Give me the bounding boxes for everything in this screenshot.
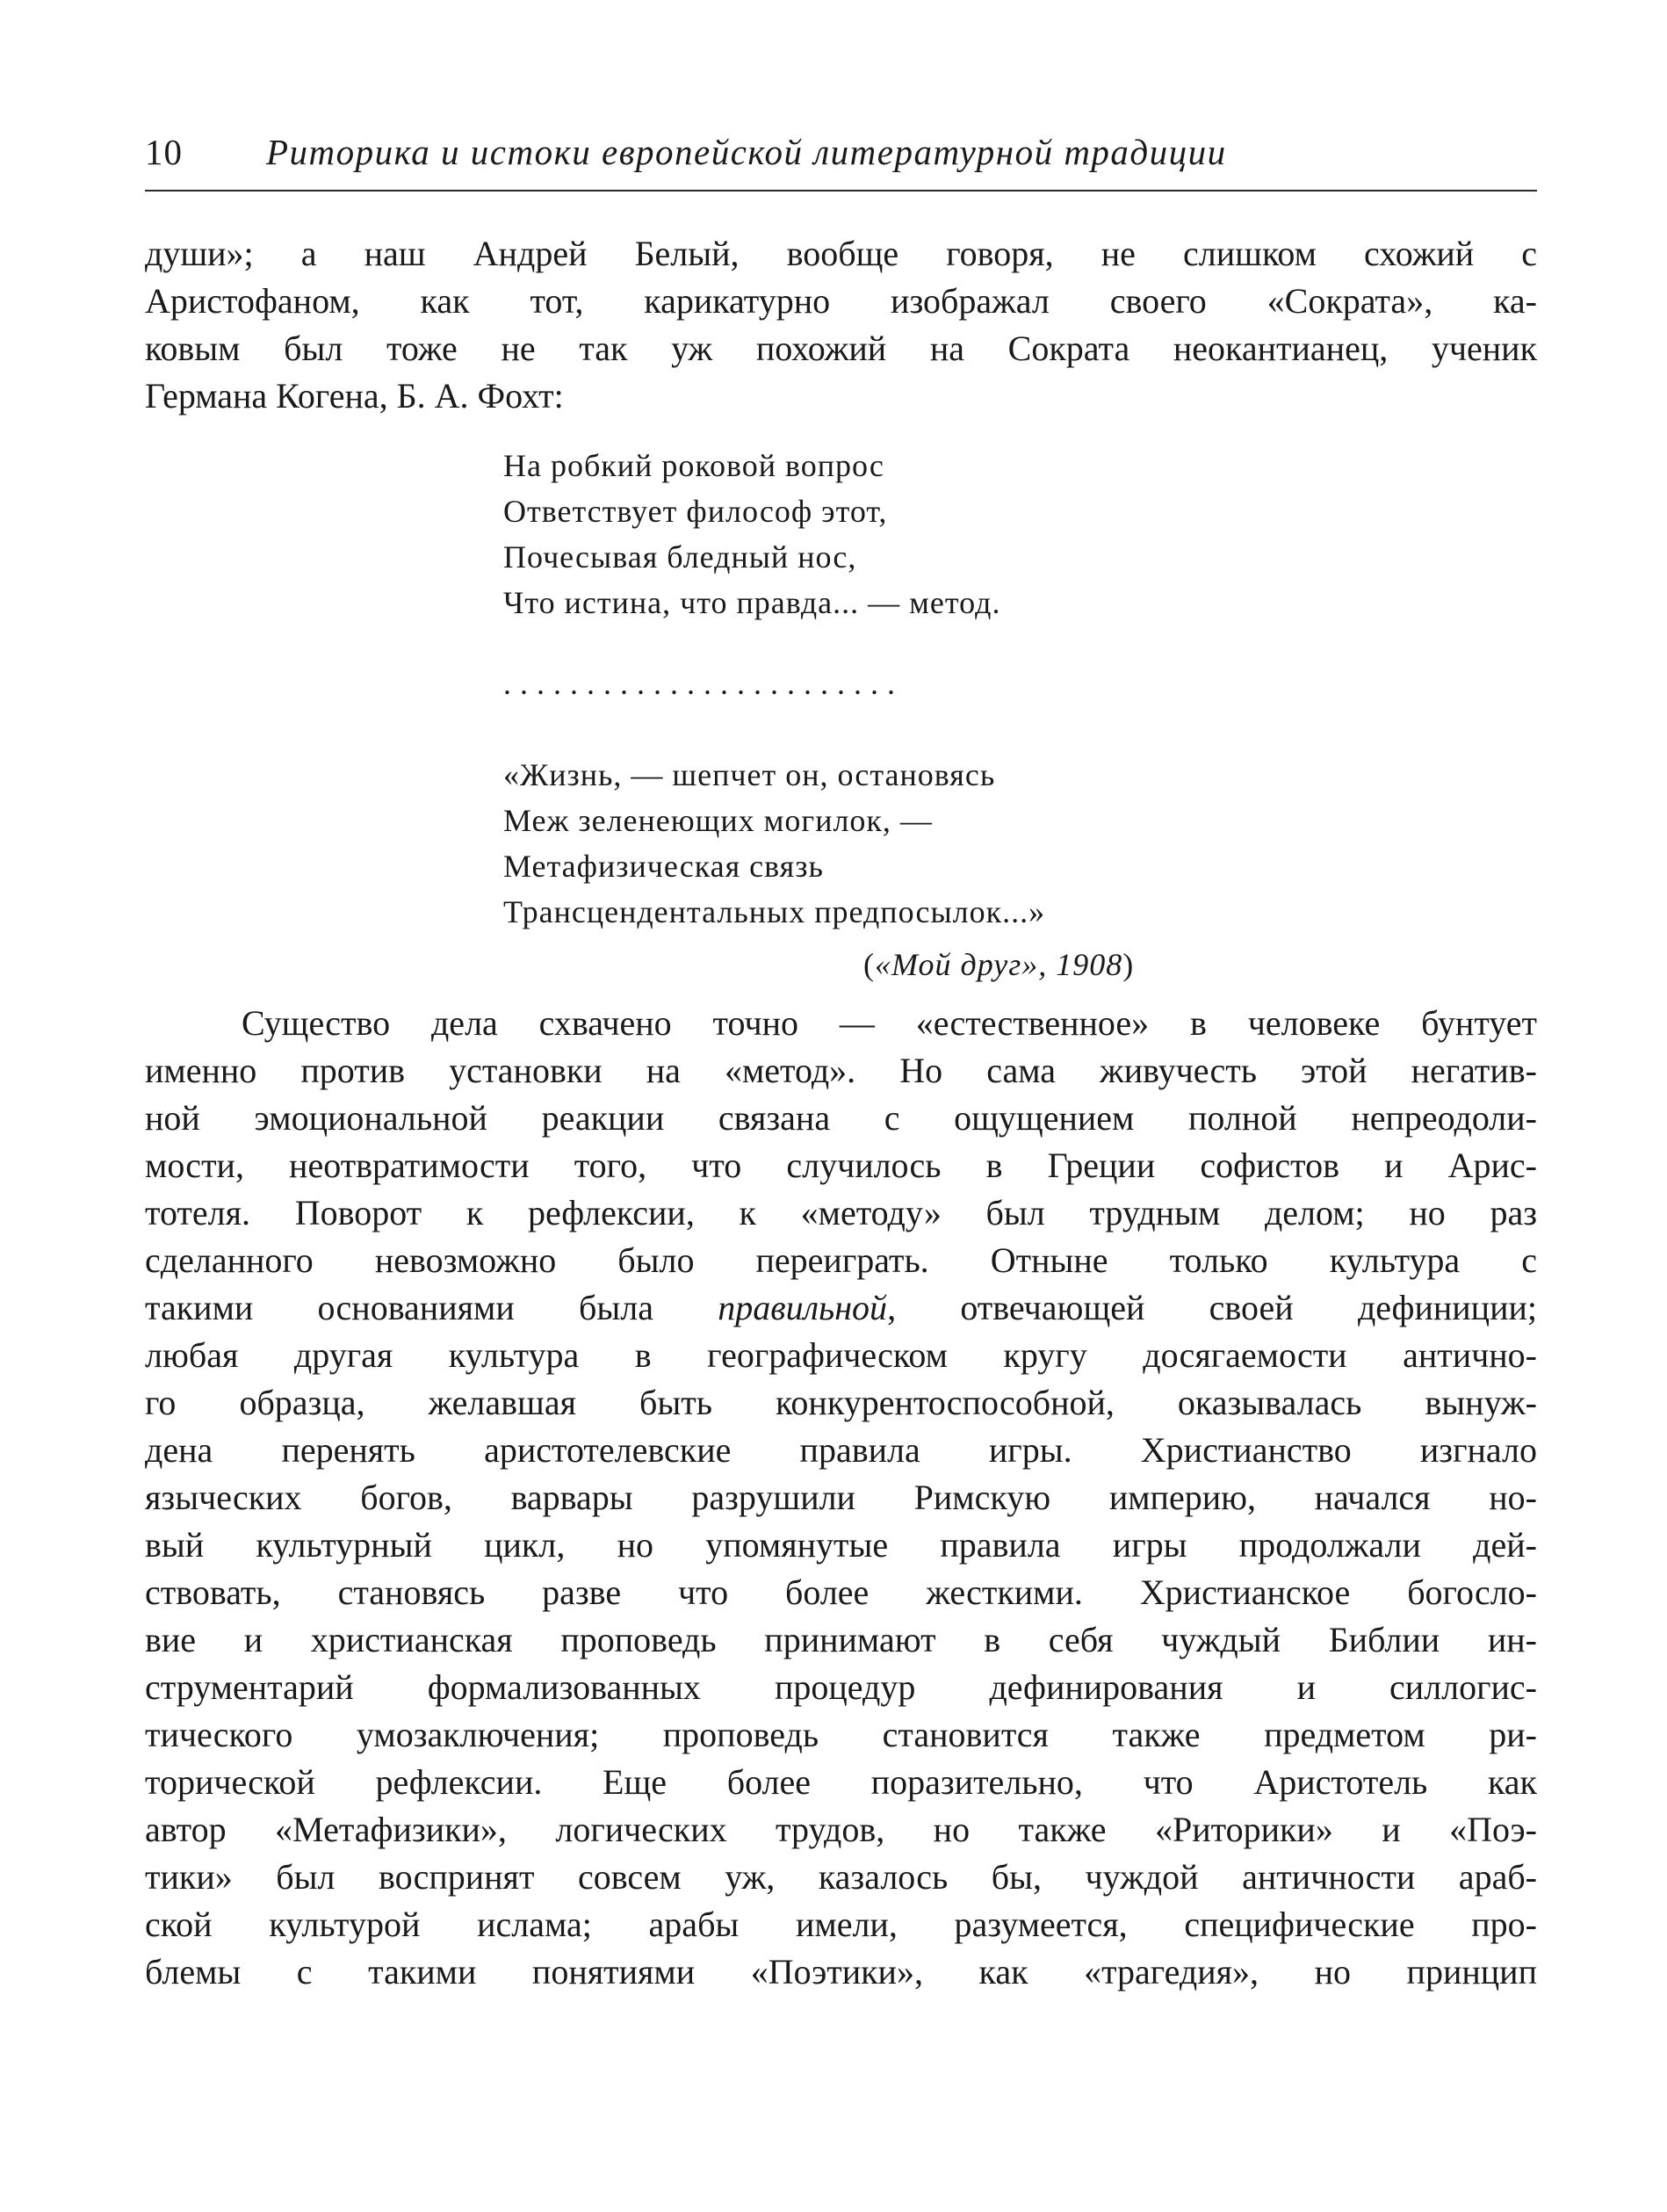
running-title: Риторика и истоки европейской литературной традиции [266,132,1227,172]
poem-stanza-2 [503,752,1382,935]
text-line: тического умозаключения; проповедь становится также предметом ри- [145,1715,1537,1754]
verse-line: «Жизнь, — шепчет он, остановясь [503,757,996,792]
text-line: Аристофаном, как тот, карикатурно изображал своего «Сократа», ка- [145,281,1537,321]
text-line: блемы с такими понятиями «Поэтики», как «трагедия», но принцип [145,1952,1537,1992]
main-paragraph [145,1000,1537,1996]
page-number: 10 [145,132,183,172]
text-line: ной эмоциональной реакции связана с ощущением полной непреодоли- [145,1098,1537,1138]
text-line: ковым был тоже не так уж похожий на Сократа неокантианец, ученик [145,329,1537,368]
verse-line: На робкий роковой вопрос [503,448,884,483]
text-line: мости, неотвратимости того, что случилось в Греции софистов и Арис- [145,1146,1537,1185]
text-line: автор «Метафизики», логических трудов, но также «Риторики» и «Поэ- [145,1810,1537,1849]
text-line: ской культурой ислама; арабы имели, разумеется, специфические про- [145,1905,1537,1944]
attribution-open-paren: ( [863,947,875,982]
text-line: души»; а наш Андрей Белый, вообще говоря, не слишком схожий с [145,234,1537,273]
text-line: струментарий формализованных процедур дефинирования и силлогис- [145,1667,1537,1707]
text-line: вие и христианская проповедь принимают в себя чуждый Библии ин- [145,1620,1537,1659]
running-head [145,125,1537,179]
text-line: вый культурный цикл, но упомянутые правила игры продолжали дей- [145,1525,1537,1565]
text-line [145,1284,1537,1332]
text-line: языческих богов, варвары разрушили Римскую империю, начался но- [145,1478,1537,1517]
emphasis-pravilnoy: правильной [718,1288,888,1327]
text-line: торической рефлексии. Еще более поразительно, что Аристотель как [145,1762,1537,1802]
verse-line: Почесывая бледный нос, [503,539,857,575]
intro-paragraph [145,230,1537,420]
verse-line: Трансцендентальных предпосылок...» [503,894,1046,929]
text-line: тотеля. Поворот к рефлексии, к «методу» был трудным делом; но раз [145,1193,1537,1233]
text-line: тики» был воспринят совсем уж, казалось бы, чуждой античности араб- [145,1857,1537,1897]
text-line: сделанного невозможно было переиграть. Отныне только культура с [145,1240,1537,1280]
text-run: , отвечающей своей дефиниции; [887,1288,1537,1327]
text-line: го образца, желавшая быть конкурентоспособной, оказывалась вынуж- [145,1383,1537,1422]
attribution-close-paren: ) [1122,947,1135,982]
verse-line: Меж зеленеющих могилок, — [503,803,933,838]
verse-line: Ответствует философ этот, [503,494,888,529]
text-run: такими основаниями была [145,1288,718,1327]
text-line: дена перенять аристотелевские правила игры. Христианство изгнало [145,1430,1537,1470]
header-rule [145,190,1537,192]
text-line: Германа Когена, Б. А. Фохт: [145,376,564,416]
text-line: Существо дела схвачено точно — «естественное» в человеке бунтует [242,1003,1537,1043]
omission-dots: ........................ [503,666,904,701]
text-line: любая другая культура в географическом кругу досягаемости антично- [145,1335,1537,1375]
text-line: именно против установки на «метод». Но сама живучесть этой негатив- [145,1051,1537,1090]
verse-line: Что истина, что правда... — метод. [503,585,1001,620]
poem-attribution [863,942,1134,987]
poem-stanza-1 [503,443,1382,625]
attribution-source: «Мой друг», 1908 [875,947,1123,982]
verse-line: Метафизическая связь [503,849,824,884]
text-line: ствовать, становясь разве что более жесткими. Христианское богосло- [145,1572,1537,1612]
